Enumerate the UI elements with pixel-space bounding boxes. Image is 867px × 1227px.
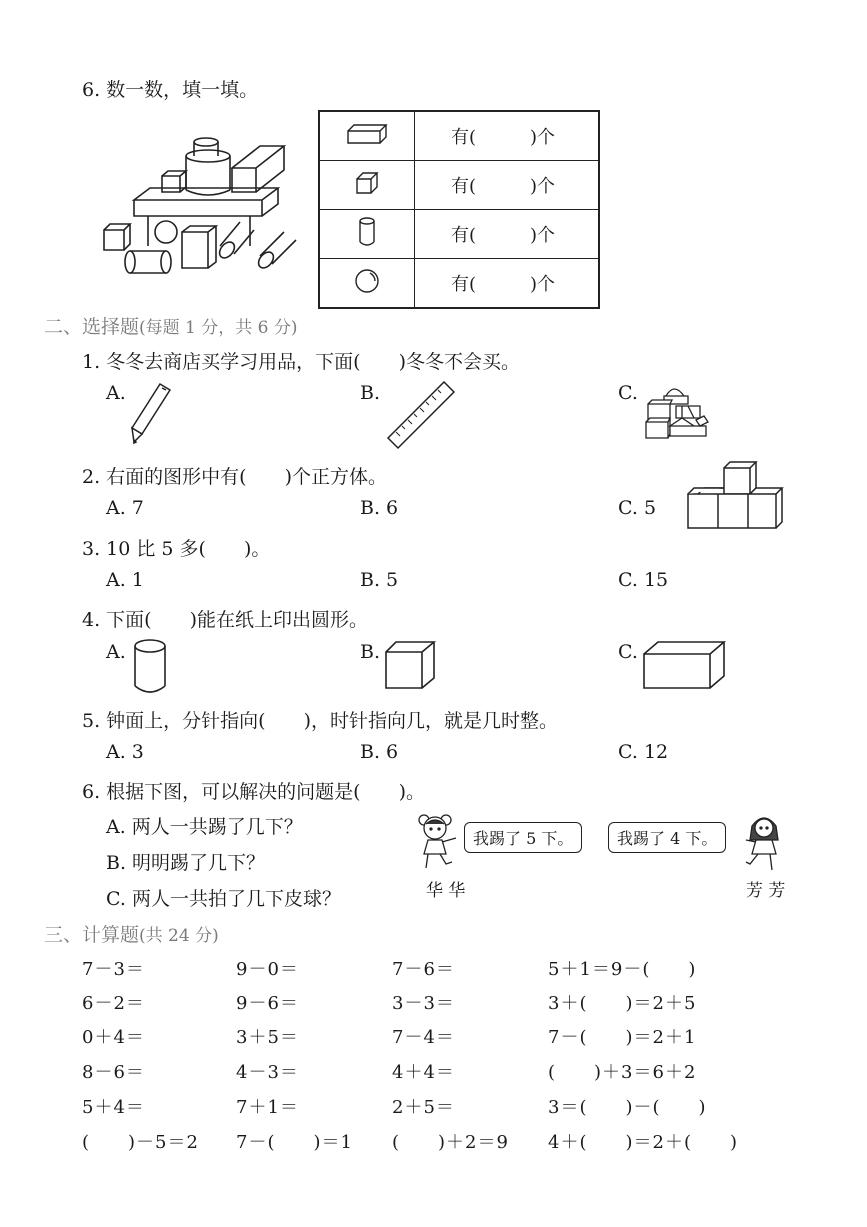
q2-5-stem: 5. 钟面上，分针指向( )，时针指向几，就是几时整。 [82,710,558,732]
q2-5-option-c[interactable]: C. 12 [618,741,669,763]
section3-note: (共 24 分) [139,926,219,946]
calc-item[interactable]: 4＋4＝ [392,1062,455,1083]
pencil-icon [128,382,172,444]
calc-item[interactable]: 9－0＝ [236,959,299,980]
count-cylinder-blank[interactable]: 有( )个 [415,210,600,259]
q2-4-option-b[interactable]: B. [360,641,381,663]
calc-item[interactable]: ( )－5＝2 [82,1132,199,1153]
calc-item[interactable]: ( )＋2＝9 [392,1132,509,1153]
section2-title: 二、选择题 [44,316,140,338]
count-table [318,110,600,309]
count-cube-blank[interactable]: 有( )个 [415,161,600,210]
section3-title: 三、计算题 [44,924,140,946]
section2-heading [44,312,298,339]
q2-3-option-c[interactable]: C. 15 [618,569,669,591]
cuboid-icon [346,123,388,145]
q2-6-stem: 6. 根据下图，可以解决的问题是( )。 [82,781,425,803]
calc-item[interactable]: 3＋( )＝2＋5 [548,993,697,1014]
name-fangfang: 芳 芳 [746,881,786,901]
calc-item[interactable]: 3－3＝ [392,993,455,1014]
q2-1-option-c[interactable]: C. [618,382,638,404]
calc-item[interactable]: 8－6＝ [82,1062,145,1083]
girl-fangfang-figure [742,810,786,876]
calc-item[interactable]: 3＋5＝ [236,1027,299,1048]
q2-6-option-c[interactable]: C. 两人一共拍了几下皮球？ [106,888,341,910]
calc-item[interactable]: 0＋4＝ [82,1027,145,1048]
calc-item[interactable]: 4－3＝ [236,1062,299,1083]
calc-item[interactable]: 7＋1＝ [236,1097,299,1118]
toy-blocks-icon [642,382,710,442]
count-row-cube [319,161,599,210]
q2-2-option-b[interactable]: B. 6 [360,497,399,519]
calc-item[interactable]: 7－( )＝1 [236,1132,353,1153]
cube-icon [355,171,379,195]
name-huahua: 华 华 [426,881,466,901]
q2-1-option-a[interactable]: A. [106,382,126,404]
count-row-cuboid [319,111,599,161]
q2-2-option-a[interactable]: A. 7 [106,497,144,519]
calc-item[interactable]: 7－3＝ [82,959,145,980]
calc-item[interactable]: 4＋( )＝2＋( ) [548,1132,738,1153]
sphere-icon [354,268,380,294]
section2-note: (每题 1 分，共 6 分) [139,318,298,338]
q2-4-option-a[interactable]: A. [106,641,126,663]
count-row-cylinder [319,210,599,259]
ruler-icon [384,380,456,450]
calc-item[interactable]: 6－2＝ [82,993,145,1014]
q2-4-option-c[interactable]: C. [618,641,638,663]
count-cuboid-blank[interactable]: 有( )个 [415,111,600,161]
block-building-picture [100,128,300,278]
q2-3-option-a[interactable]: A. 1 [106,569,144,591]
calc-item[interactable]: 9－6＝ [236,993,299,1014]
calc-item[interactable]: ( )＋3＝6＋2 [548,1062,697,1083]
calc-item[interactable]: 3＝( )－( ) [548,1097,707,1118]
q2-1-stem: 1. 冬冬去商店买学习用品，下面( )冬冬不会买。 [82,351,520,373]
q6-title: 6. 数一数，填一填。 [82,79,259,101]
q2-6-option-a[interactable]: A. 两人一共踢了几下？ [106,816,303,838]
speech-bubble-huahua: 我踢了 5 下。 [464,822,582,853]
cylinder-icon [357,217,377,247]
cuboid-option-icon [642,640,726,690]
count-sphere-blank[interactable]: 有( )个 [415,259,600,309]
cylinder-option-icon [132,638,168,696]
girl-huahua-figure [416,810,462,872]
cube-option-icon [384,640,436,690]
q2-4-stem: 4. 下面( )能在纸上印出圆形。 [82,609,368,631]
stacked-cubes-figure [686,460,786,532]
q2-1-option-b[interactable]: B. [360,382,381,404]
speech-bubble-fangfang: 我踢了 4 下。 [608,822,726,853]
calc-item[interactable]: 5＋4＝ [82,1097,145,1118]
q2-6-option-b[interactable]: B. 明明踢了几下？ [106,852,266,874]
q2-5-option-b[interactable]: B. 6 [360,741,399,763]
calc-item[interactable]: 7－6＝ [392,959,455,980]
section3-heading [44,920,219,947]
q2-3-stem: 3. 10 比 5 多( )。 [82,538,271,560]
calc-item[interactable]: 7－4＝ [392,1027,455,1048]
q2-2-option-c[interactable]: C. 5 [618,497,657,519]
q2-3-option-b[interactable]: B. 5 [360,569,399,591]
q2-5-option-a[interactable]: A. 3 [106,741,144,763]
calc-item[interactable]: 7－( )＝2＋1 [548,1027,697,1048]
count-row-sphere [319,259,599,309]
calc-item[interactable]: 2＋5＝ [392,1097,455,1118]
calc-item[interactable]: 5＋1＝9－( ) [548,959,697,980]
q2-2-stem: 2. 右面的图形中有( )个正方体。 [82,466,387,488]
